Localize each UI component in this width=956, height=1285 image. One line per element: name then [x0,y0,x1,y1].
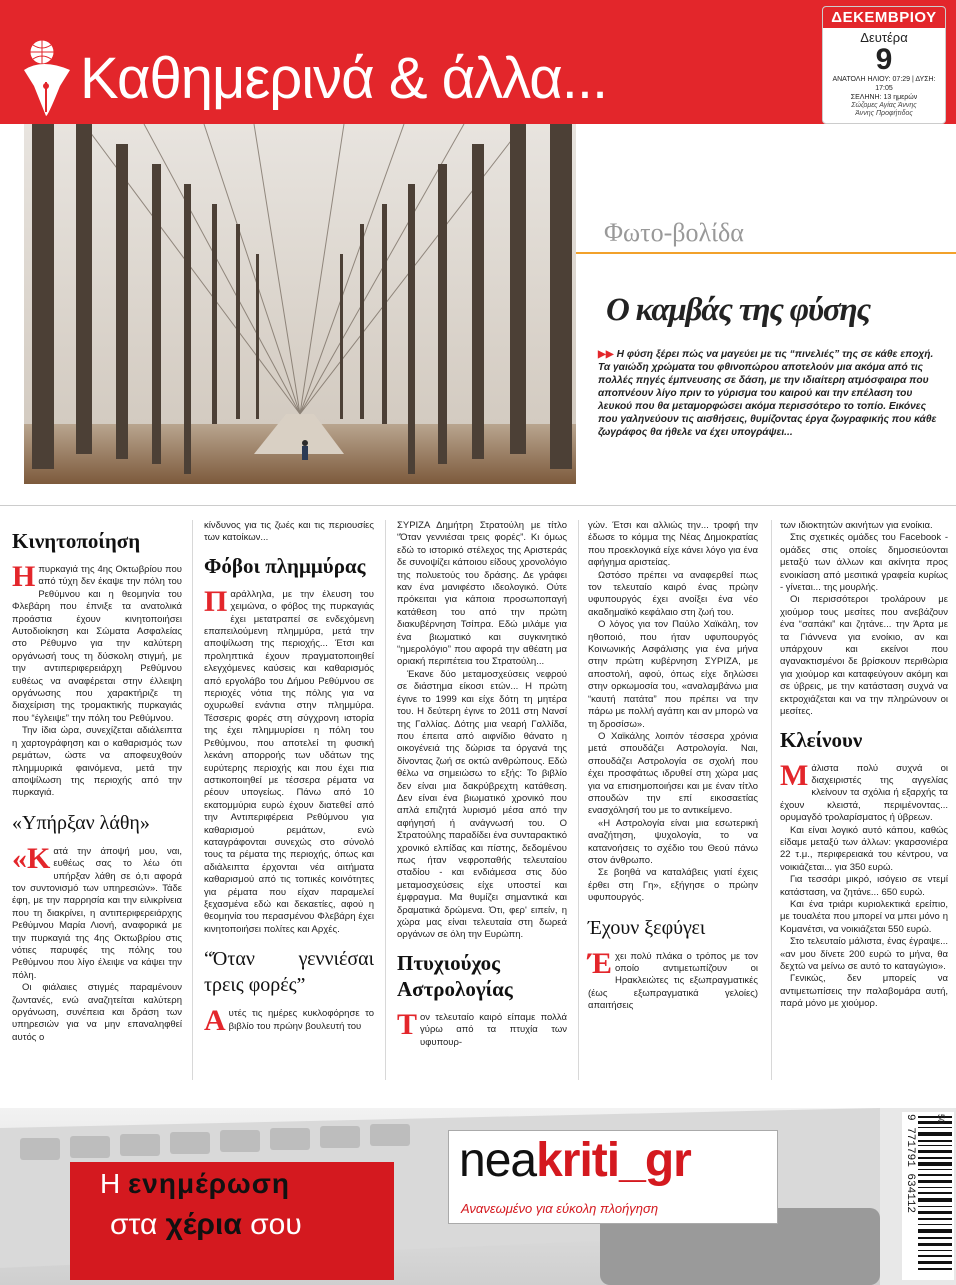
heading-out-of-control: Έχουν ξεφύγει [588,916,706,939]
paragraph [12,560,182,725]
calendar-moon: ΣΕΛΗΝΗ: 13 ημερών [850,94,918,101]
calendar-names-1: Σώζομες Αγίας Άννης [851,102,917,109]
heading-flood-fears: Φόβοι πλημμύρας [204,553,366,578]
drop-cap: Η [12,560,36,593]
paragraph-text: χει πολύ πλάκα ο τρόπος με τον οποίο αντιμετωπίζουν οι Ηρακλειώτες τις εξωπραγματικές (έως εξωπραγματικά γελοίες) απαιτήσεις [588,950,758,1012]
section-title: Καθημερινά & άλλα... [80,46,608,111]
column-divider [385,520,386,1080]
paragraph [12,841,182,982]
ad-text-bold: ενημέρωση [128,1168,290,1199]
brand-part: kriti_gr [536,1134,691,1187]
paragraph: Σε βοηθά να καταλάβεις γιατί έχεις έρθει στη Γη», εξήγησε ο πρώην υφυπουργός. [588,867,758,904]
neakriti-advertisement [0,1108,956,1285]
paragraph: γών. Έτσι και αλλιώς την... τροφή την έδωσε το κόμμα της Νέας Δημοκρατίας που προεκλογικά είχε κάνει λόγο για ένα αφήγημα αριστείας. [588,520,758,569]
neakriti-logo-box[interactable] [448,1130,778,1224]
paragraph: Ο Χαϊκάλης λοιπόν τέσσερα χρόνια μετά σπουδάζει Αστρολογία. Ναι, σπουδάζει Αστρολογία σε σχολή που έχει προσφάτως ιδρυθεί στη χώρα μας για να επισημοποιήσει και με έναν τίτλο σπουδών την επί εικοσαετίας ενασχόλησή του με το αντικείμενο. [588,730,758,817]
pen-globe-logo [20,36,76,118]
ad-tagline: Ανανεωμένο για εύκολη πλοήγηση [461,1201,659,1216]
column-3 [397,520,567,1049]
paragraph: Οι φιάλαιες στιγμές παραμένουν ζωντανές, ενώ αναζητείται καλύτερη οργάνωση, συνέπεια και δράση των υπηρεσιών για να μην επαναληφθεί αυτός ο [12,982,182,1043]
ad-text: Η [100,1168,128,1199]
heading-mistakes: «Υπήρξαν λάθη» [12,811,150,834]
paragraph [588,946,758,1013]
paragraph: ΣΥΡΙΖΑ Δημήτρη Στρατούλη με τίτλο “Όταν γεννιέσαι τρεις φορές”. Κι όμως εδώ το ιστορικό στέλεχος της Αριστεράς δε συνοψίζει κάποιου είδους χρονολόγιο της πολυετούς του δράσης. Δε γράφει καν ένα μανιφέστο ιδεολογικό. Ούτε πρόκειται για κάποια προσωποπαγή κατάθεση του από την πρώτη διακυβέρνηση Τσίπρα. Εδώ μιλάμε για ένα βιωματικό και συγκινητικό “ημερολόγιο” που αφορά την αθέατη μα οριακή περιπέτεια του Στρατούλη... [397,520,567,668]
orange-divider [576,252,956,254]
ad-line-1 [100,1168,290,1200]
column-divider [771,520,772,1080]
paragraph-text: πυρκαγιά της 4ης Οκτωβρίου που από τύχη δεν έκαψε την πόλη του Ρεθύμνου και η θεομηνία του Φλεβάρη που έπνιξε τα ανατολικά προάστια έχουν κινητοποιήσει Αυτοδιοίκηση και Σώματα Ασφαλείας στο Ρέθυμνο για την καλύτερη οργάνωσή τους τη δύσκολη στιγμή, με την αντιπεριφερειάρχη Ρεθύμνου ευθέως να αναφέρεται στην έλλειψη οργάνωσης που χαρακτήριζε τη διαχείριση της τρομακτικής πυρκαγιάς που “έγλειψε” την πόλη του Ρεθύμνου. [12,564,182,724]
column-divider [192,520,193,1080]
column-2 [204,520,374,1038]
heading-born-three-times: “Όταν γεννιέσαι τρεις φορές” [204,948,374,997]
drop-cap: Α [204,1004,226,1038]
paragraph: κίνδυνος για τις ζωές και τις περιουσίες των κατοίκων... [204,520,374,544]
paragraph: Οι περισσότεροι τρολάρουν με χιούμορ τους μεσίτες που ανεβάζουν ένα “σαπάκι” και ζητάνε... την Άρτα με τα Γιάννενα για ενοίκιο, αν και υπάρχουν και εκείνοι που αγανακτισμένοι δε βρίσκουν περιθώρια για χιούμορ και καταφεύγουν ακόμη και σε ύβρεις, με την κατάσταση συχνά να εκτροχιάζεται και να την πληρώνουν οι μεσίτες. [780,594,948,718]
calendar-month: ΔΕΚΕΜΒΡΙΟΥ [823,7,945,28]
ad-text: στα [110,1208,166,1241]
paragraph-text: υτές τις ημέρες κυκλοφόρησε το βιβλίο του πρώην βουλευτή του [228,1008,374,1032]
paragraph: Στο τελευταίο μάλιστα, ένας έγραψε... «αν μου δίνετε 200 ευρώ το μήνα, θα δεχτώ να μείνω σε αυτό το καταγώγιο». [780,936,948,972]
heading-mobilization: Κινητοποίηση [12,529,141,553]
calendar-names-2: Άννης Προφήτιδος [855,110,913,117]
paragraph-text: άλιστα πολύ συχνά οι διαχειριστές της αγγελίας κλείνουν τα σχόλια ή εξαρχής τα έχουν κλειστά, περιμένοντας... ορυμαγδό τρολαρίσματος ή ύβρεων. [780,762,948,824]
column-5 [780,520,948,1011]
paragraph: Ο λόγος για τον Παύλο Χαϊκάλη, τον ηθοποιό, που ήταν υφυπουργός Κοινωνικής Ασφάλισης για ένα μήνα στην πρώτη κυβέρνηση ΣΥΡΙΖΑ, με αποστολή, αφού, όπως είχε δηλώσει στην ορκωμοσία του, «αναλαμβάνω μια “καυτή πατάτα” που πρέπει να την πάρω με πολλή αγάπη και αν μπορώ να τη δροσίσω». [588,619,758,730]
feature-label: Φωτο-βολίδα [604,218,744,247]
paragraph: Και είναι λογικό αυτό κάπου, καθώς είδαμε μεταξύ των άλλων: γκαρσονιέρα 22 τ.μ., περιφερειακά του κέντρου, να νοικιάζεται... για 350 ευρώ. [780,824,948,873]
ad-line-2 [110,1208,302,1242]
calendar-day: 9 [875,43,893,76]
feature-lede [598,348,948,439]
brand-part: nea [459,1134,537,1187]
paragraph: Ωστόσο πρέπει να αναφερθεί πως τον τελευταίο καιρό ένας πρώην υφυπουργός έχει ανοίξει ένα νέο ακαδημαϊκό κεφάλαιο στη ζωή του. [588,569,758,618]
date-calendar [822,6,946,124]
issue-number: 50 [936,1114,946,1125]
drop-cap: «Κ [12,841,51,875]
tree-avenue-photo [24,124,576,484]
column-4 [588,520,758,1013]
drop-cap: Έ [588,946,612,980]
barcode-number: 9 771791 634112 [904,1114,916,1214]
column-1 [12,520,182,1044]
paragraph: Για τεσσάρι μικρό, ισόγειο σε ντεμί κατάσταση, να ζητάνε... 650 ευρώ. [780,874,948,898]
neakriti-logo [459,1133,691,1188]
paragraph [780,758,948,825]
paragraph: των ιδιοκτητών ακινήτων για ενοίκια. [780,520,933,531]
photo-feature [576,124,956,484]
drop-cap: Τ [397,1007,418,1041]
paragraph: Έκανε δύο μεταμοσχεύσεις νεφρού σε διάστημα είκοσι ετών... Η πρώτη έγινε το 1999 και είχε δότη τη μητέρα του. Η δεύτερη έγινε το 2011 στη Νανσί της Γαλλίας. Δότης μια νεαρή Γαλλίδα, που έπειτα από αιφνίδιο θάνατο η οικογένειά της δώρισε τα όργανά της δίνοντας ζωή σε οκτώ ανθρώπους. Εδώ θέλω να σημειώσω το εξής: Το βιβλίο δεν είναι μια δακρύβρεχτη κατάθεση. Δεν είναι ένα βιωματικό χρονικό που απλά επιζητά λυρισμό μέσα από την αφήγησή ή ανάγνωσή του. Ο Στρατούλης παραδίδει ένα συνταρακτικό χρονικό ελπίδας και πίστης, δεδομένου πως ήταν νεφροπαθής τελευταίου σταδίου - και ενδιάμεσα στις δύο μεταμοσχεύσεις είχε υποστεί και έμφραγμα. Μα θυμίζει σημαντικά και δραματικά δρώμενα. Ότι, φερ' ειπείν, η χώρα μας είναι τελευταία στη δωρεά οργάνων σε όλη την Ευρώπη. [397,668,567,941]
ad-text: σου [241,1208,302,1241]
heading-astrology-graduate: Πτυχιούχος Αστρολογίας [397,950,513,1001]
masthead [0,0,956,124]
paragraph [397,1007,567,1049]
paragraph: Την ίδια ώρα, συνεχίζεται αδιάλειπτα η χαρτογράφηση και ο καθαρισμός των ρεμάτων, ώστε να αποφευχθούν πλημμυρικά φαινόμενα, μετά την αποψίλωση της περιοχής από την πυρκαγιά. [12,725,182,799]
feature-headline: Ο καμβάς της φύσης [606,292,870,328]
feature-lede-text: Η φύση ξέρει πώς να μαγεύει με τις “πινελιές” της σε κάθε εποχή. Τα γαιώδη χρώματα του φθινοπώρου αποτελούν μια ακόμα από τις πολλές πηγές έμπνευσης σε δάση, με την ιδιαίτερη ατμόσφαιρα που αποπνέουν λίγο πριν το γύρισμα του καιρού και την επέλαση του λευκού που θα μεταμορφώσει ακόμα περισσότερο το τοπίο. Εικόνες που γαληνεύουν τις αισθήσεις, θυμίζοντας έργα ζωγραφικής που κάθε ζωγράφος θα ήθελε να έχει υπογράψει... [598,349,937,438]
column-divider [578,520,579,1080]
paragraph-text: αράλληλα, με την έλευση του χειμώνα, ο φόβος της πυρκαγιάς έχει μετατραπεί σε ενδεχόμενη επαπειλούμενη πλημμύρα, μετά την αποψίλωση της περιοχής... Έτσι και προληπτικά έχουν πραγματοποιηθεί ελεγχόμενες καύσεις και καθαρισμός από εργολάβο του Δήμου Ρεθύμνου σε περιοχές νότια της πόλης για να οχυρωθεί ενάντια στην πλημμύρα. Τέσσερις φορές στη σύγχρονη ιστορία της έχει πλημμυρίσει η πόλη του Ρεθύμνου, που αποτελεί τη φυσική λεκάνη απορροής των υδάτων της ευρύτερης περιοχής και που έχει πια αστικοποιηθεί με τέσσερα ρέματα να ρέουν υπογείως. Πάνω από 10 εκατομμύρια ευρώ έχουν διατεθεί από την Αντιπεριφέρεια Ρεθύμνου για καθαρισμού ρεμάτων, ενώ καταγράφονται συνεχώς στο σύνολό τους τα ρέματα της περιοχής, όπως και αδιάλειπτα έρχονται νέα αιτήματα καθαρισμού από τις τοπικές κοινότητες για ρέματα που είχαν παραμελεί ξεχασμένα εδώ και δεκαετίες, αφού η θεομηνία του περασμένου Φλεβάρη έχει κινητοποιήσει πολίτες και Αρχές. [204,588,374,935]
ad-text-bold: χέρια [165,1208,242,1241]
paragraph [204,584,374,936]
heading-closing: Κλείνουν [780,727,863,752]
paragraph: «Η Αστρολογία είναι μια εσωτερική αναζήτηση, ψυχολογία, το να κατανοήσεις το σχέδιο του Θεού πάνω στον άνθρωπο. [588,817,758,866]
drop-cap: Μ [780,758,809,792]
paragraph: Γενικώς, δεν μπορείς να αντιμετωπίσεις την παλαβομάρα αυτή, παρά μόνο με χιούμορ. [780,973,948,1010]
paragraph-text: ον τελευταίο καιρό είπαμε πολλά γύρω από τα πτυχία των υφυπουρ- [420,1011,567,1048]
calendar-dayname: Δευτέρα [860,30,908,45]
calendar-sun-times: ΑΝΑΤΟΛΗ ΗΛΙΟΥ: 07:29 | ΔΥΣΗ: 17:05 [832,76,936,92]
drop-cap: Π [204,584,228,618]
paragraph [204,1004,374,1038]
paragraph: Στις σχετικές ομάδες του Facebook - ομάδες στις οποίες δημοσιεύονται μεταξύ των άλλων και ακίνητα προς ενοικίαση από μεσιτικά γραφεία κυρίως - γίνεται... της μουρλής. [780,532,948,594]
barcode [902,1112,954,1280]
paragraph: Και ένα τριάρι κυριολεκτικά ερείπιο, με τουαλέτα που μπορεί να μπει μόνο η Κομανέτσι, να νοικιάζεται 550 ευρώ. [780,898,948,935]
double-arrow-icon: ▶▶ [598,349,614,360]
paragraph-text: ατά την άποψή μου, ναι, ευθέως σας το λέω ότι υπήρξαν λάθη σε ό,τι αφορά τον συντονισμό των υπηρεσιών». Τάδε έφη, με την παρρησία και την ειλικρίνεια που τη διακρίνει, η αντιπεριφερειάρχης Ρεθύμνου Μαρία Λιονή, αναφορικά με την πυρκαγιά της 4ης Οκτωβρίου στις νότιες παρυφές της πόλης του Ρεθύμνου που λίγο έλειψε να κάψει την πόλη. [12,845,182,981]
